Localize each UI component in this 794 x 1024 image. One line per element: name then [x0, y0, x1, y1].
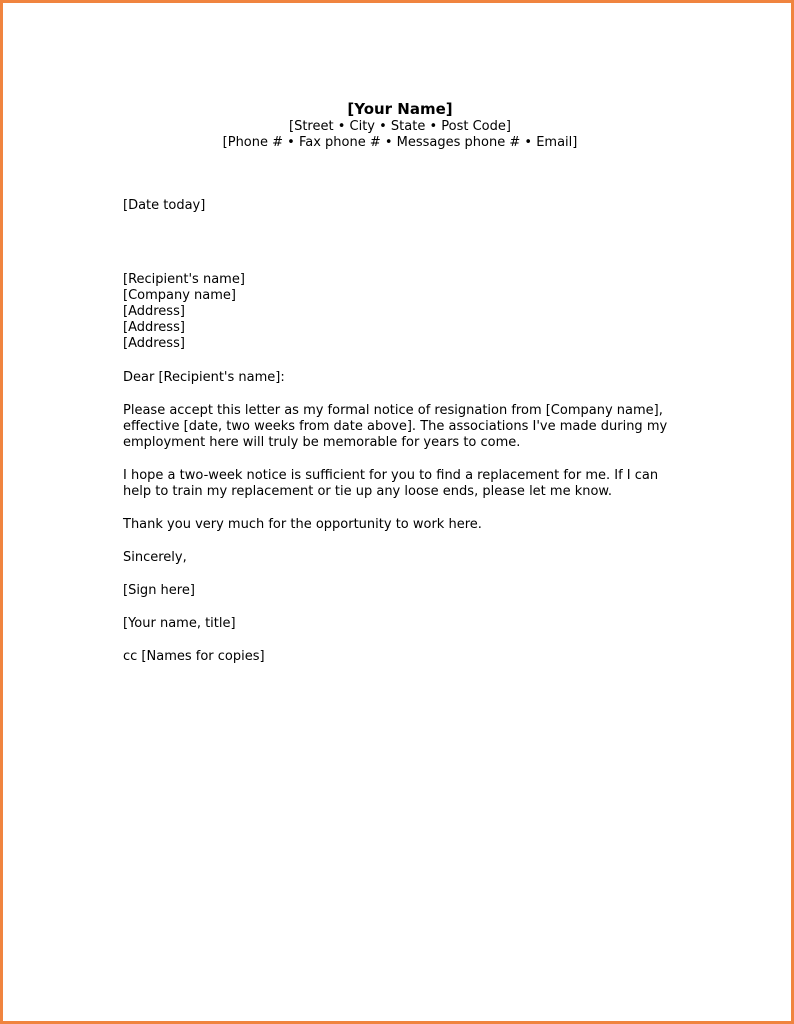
paragraph-notice [123, 403, 683, 451]
salutation: Dear [Recipient's name]: [123, 370, 285, 385]
spacer [123, 386, 683, 403]
spacer [123, 566, 683, 583]
cc-line: cc [Names for copies] [123, 649, 265, 664]
paragraph-line: Please accept this letter as my formal notice of resignation from [Company name], [123, 403, 663, 418]
signature-placeholder: [Sign here] [123, 583, 195, 598]
letterhead [3, 99, 794, 151]
spacer [123, 500, 683, 517]
spacer [123, 214, 683, 272]
sender-address: [Street • City • State • Post Code] [289, 119, 511, 134]
recipient-address-line: [Address] [123, 320, 185, 335]
spacer [123, 632, 683, 649]
sender-contact: [Phone # • Fax phone # • Messages phone # • Email] [222, 135, 578, 150]
recipient-address-line: [Address] [123, 336, 185, 351]
paragraph-thanks [123, 517, 683, 533]
letter-date: [Date today] [123, 198, 206, 213]
closing: Sincerely, [123, 550, 187, 565]
sender-name: [Your Name] [347, 100, 453, 118]
paragraph-line: effective [date, two weeks from date above]. The associations I've made during my [123, 419, 668, 434]
spacer [123, 352, 683, 370]
recipient-block [123, 272, 683, 352]
spacer [123, 533, 683, 550]
signer-name-title: [Your name, title] [123, 616, 236, 631]
spacer [123, 451, 683, 468]
paragraph-line: I hope a two-week notice is sufficient for you to find a replacement for me. If I can [123, 468, 659, 483]
recipient-company: [Company name] [123, 288, 236, 303]
paragraph-line: help to train my replacement or tie up any loose ends, please let me know. [123, 484, 612, 499]
recipient-address-line: [Address] [123, 304, 185, 319]
paragraph-line: employment here will truly be memorable for years to come. [123, 435, 521, 450]
recipient-name: [Recipient's name] [123, 272, 245, 287]
paragraph-line: Thank you very much for the opportunity to work here. [123, 517, 482, 532]
paragraph-replacement [123, 468, 683, 500]
spacer [123, 599, 683, 616]
letter-body [123, 198, 683, 665]
